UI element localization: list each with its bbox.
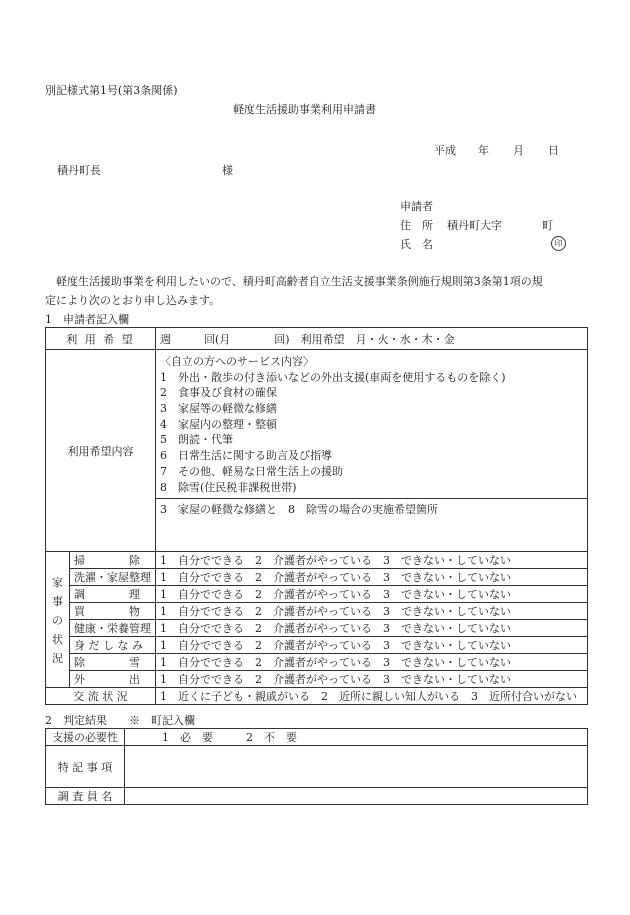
applicant-address-label: 住 所 bbox=[400, 219, 433, 232]
services-cell[interactable] bbox=[156, 350, 588, 499]
document-title: 軽度生活援助事業利用申請書 bbox=[233, 103, 376, 116]
investigator-value[interactable] bbox=[125, 788, 588, 805]
household-item-label: 外 出 bbox=[70, 671, 156, 688]
service-item: 7 その他、軽易な日常生活上の援助 bbox=[160, 464, 343, 478]
date-era: 平成 bbox=[434, 144, 456, 157]
date-year: 年 bbox=[478, 144, 489, 157]
usage-value[interactable]: 週 回(月 回) 利用希望 月・火・水・木・金 bbox=[156, 328, 588, 350]
exchange-label: 交 流 状 況 bbox=[46, 688, 156, 705]
need-value[interactable]: 1 必 要 2 不 要 bbox=[125, 729, 588, 746]
household-item-options[interactable]: 1 自分でできる 2 介護者がやっている 3 できない・していない bbox=[156, 603, 588, 620]
household-item-options[interactable]: 1 自分でできる 2 介護者がやっている 3 できない・していない bbox=[156, 637, 588, 654]
need-row bbox=[46, 729, 588, 746]
notes-label: 特 記 事 項 bbox=[46, 746, 125, 788]
household-item-label: 掃 除 bbox=[70, 552, 156, 569]
usage-label: 利 用 希 望 bbox=[46, 328, 156, 350]
assessment-table bbox=[45, 728, 588, 805]
household-item-options[interactable]: 1 自分でできる 2 介護者がやっている 3 できない・していない bbox=[156, 586, 588, 603]
household-label-char: 状 bbox=[52, 632, 63, 646]
content-label: 利用希望内容 bbox=[46, 350, 156, 552]
household-item-label: 洗濯・家屋整理 bbox=[70, 569, 156, 586]
household-row bbox=[46, 603, 588, 620]
applicant-address-value: 積丹町大字 bbox=[447, 219, 502, 232]
services-header: 〈自立の方へのサービス内容〉 bbox=[160, 355, 314, 368]
section2-heading: 2 判定結果 ※ 町記入欄 bbox=[45, 714, 195, 727]
need-label: 支援の必要性 bbox=[46, 729, 125, 746]
date-line bbox=[434, 142, 559, 158]
service-item: 6 日常生活に関する助言及び指導 bbox=[160, 449, 332, 463]
household-item-label: 身 だ し な み bbox=[70, 637, 156, 654]
service-item: 5 朗読・代筆 bbox=[160, 433, 233, 447]
household-label-char: 家 bbox=[52, 575, 63, 589]
household-label-char: の bbox=[52, 613, 63, 627]
household-row bbox=[46, 637, 588, 654]
household-row bbox=[46, 569, 588, 586]
service-item: 2 食事及び食材の確保 bbox=[160, 386, 277, 400]
content-row bbox=[46, 350, 588, 499]
household-row bbox=[46, 552, 588, 569]
notes-row bbox=[46, 746, 588, 788]
household-row bbox=[46, 654, 588, 671]
household-row bbox=[46, 671, 588, 688]
investigator-row bbox=[46, 788, 588, 805]
addressee-name: 積丹町長 bbox=[57, 164, 101, 177]
intro-line-1: 軽度生活援助事業を利用したいので、積丹町高齢者自立生活支援事業条例施行規則第3条第1項の規 bbox=[45, 275, 543, 288]
household-item-label: 買 物 bbox=[70, 603, 156, 620]
usage-row bbox=[46, 328, 588, 350]
household-item-options[interactable]: 1 自分でできる 2 介護者がやっている 3 できない・していない bbox=[156, 620, 588, 637]
household-item-label: 調 理 bbox=[70, 586, 156, 603]
service-item: 1 外出・散歩の付き添いなどの外出支援(車両を使用するものを除く) bbox=[160, 370, 506, 384]
household-item-options[interactable]: 1 自分でできる 2 介護者がやっている 3 できない・していない bbox=[156, 654, 588, 671]
household-label bbox=[46, 552, 70, 688]
date-month: 月 bbox=[513, 144, 524, 157]
applicant-label: 申請者 bbox=[400, 200, 433, 213]
household-label-char: 事 bbox=[52, 594, 63, 608]
household-item-options[interactable]: 1 自分でできる 2 介護者がやっている 3 できない・していない bbox=[156, 569, 588, 586]
exchange-options[interactable]: 1 近くに子ども・親戚がいる 2 近所に親しい知人がいる 3 近所付合いがない bbox=[156, 688, 588, 705]
repair-snow-note[interactable]: 3 家屋の軽微な修繕と 8 除雪の場合の実施希望箇所 bbox=[156, 499, 588, 552]
section1-heading: 1 申請者記入欄 bbox=[45, 313, 129, 326]
intro-line-2: 定により次のとおり申し込みます。 bbox=[45, 294, 221, 307]
household-item-options[interactable]: 1 自分でできる 2 介護者がやっている 3 できない・していない bbox=[156, 671, 588, 688]
household-item-label: 健康・栄養管理 bbox=[70, 620, 156, 637]
applicant-seal: 印 bbox=[551, 236, 566, 251]
form-number: 別記様式第1号(第3条関係) bbox=[45, 84, 178, 97]
applicant-table bbox=[45, 327, 588, 705]
addressee-honorific: 様 bbox=[222, 164, 233, 177]
notes-value[interactable] bbox=[125, 746, 588, 788]
applicant-town-suffix: 町 bbox=[542, 219, 553, 232]
household-item-label: 除 雪 bbox=[70, 654, 156, 671]
applicant-name-label: 氏 名 bbox=[400, 238, 433, 251]
date-day: 日 bbox=[548, 144, 559, 157]
household-row bbox=[46, 586, 588, 603]
exchange-row bbox=[46, 688, 588, 705]
household-item-options[interactable]: 1 自分でできる 2 介護者がやっている 3 できない・していない bbox=[156, 552, 588, 569]
service-item: 4 家屋内の整理・整頓 bbox=[160, 417, 277, 431]
service-item: 3 家屋等の軽微な修繕 bbox=[160, 402, 277, 416]
service-item: 8 除雪(住民税非課税世帯) bbox=[160, 480, 297, 494]
investigator-label: 調 査 員 名 bbox=[46, 788, 125, 805]
household-label-char: 況 bbox=[52, 651, 63, 665]
household-row bbox=[46, 620, 588, 637]
